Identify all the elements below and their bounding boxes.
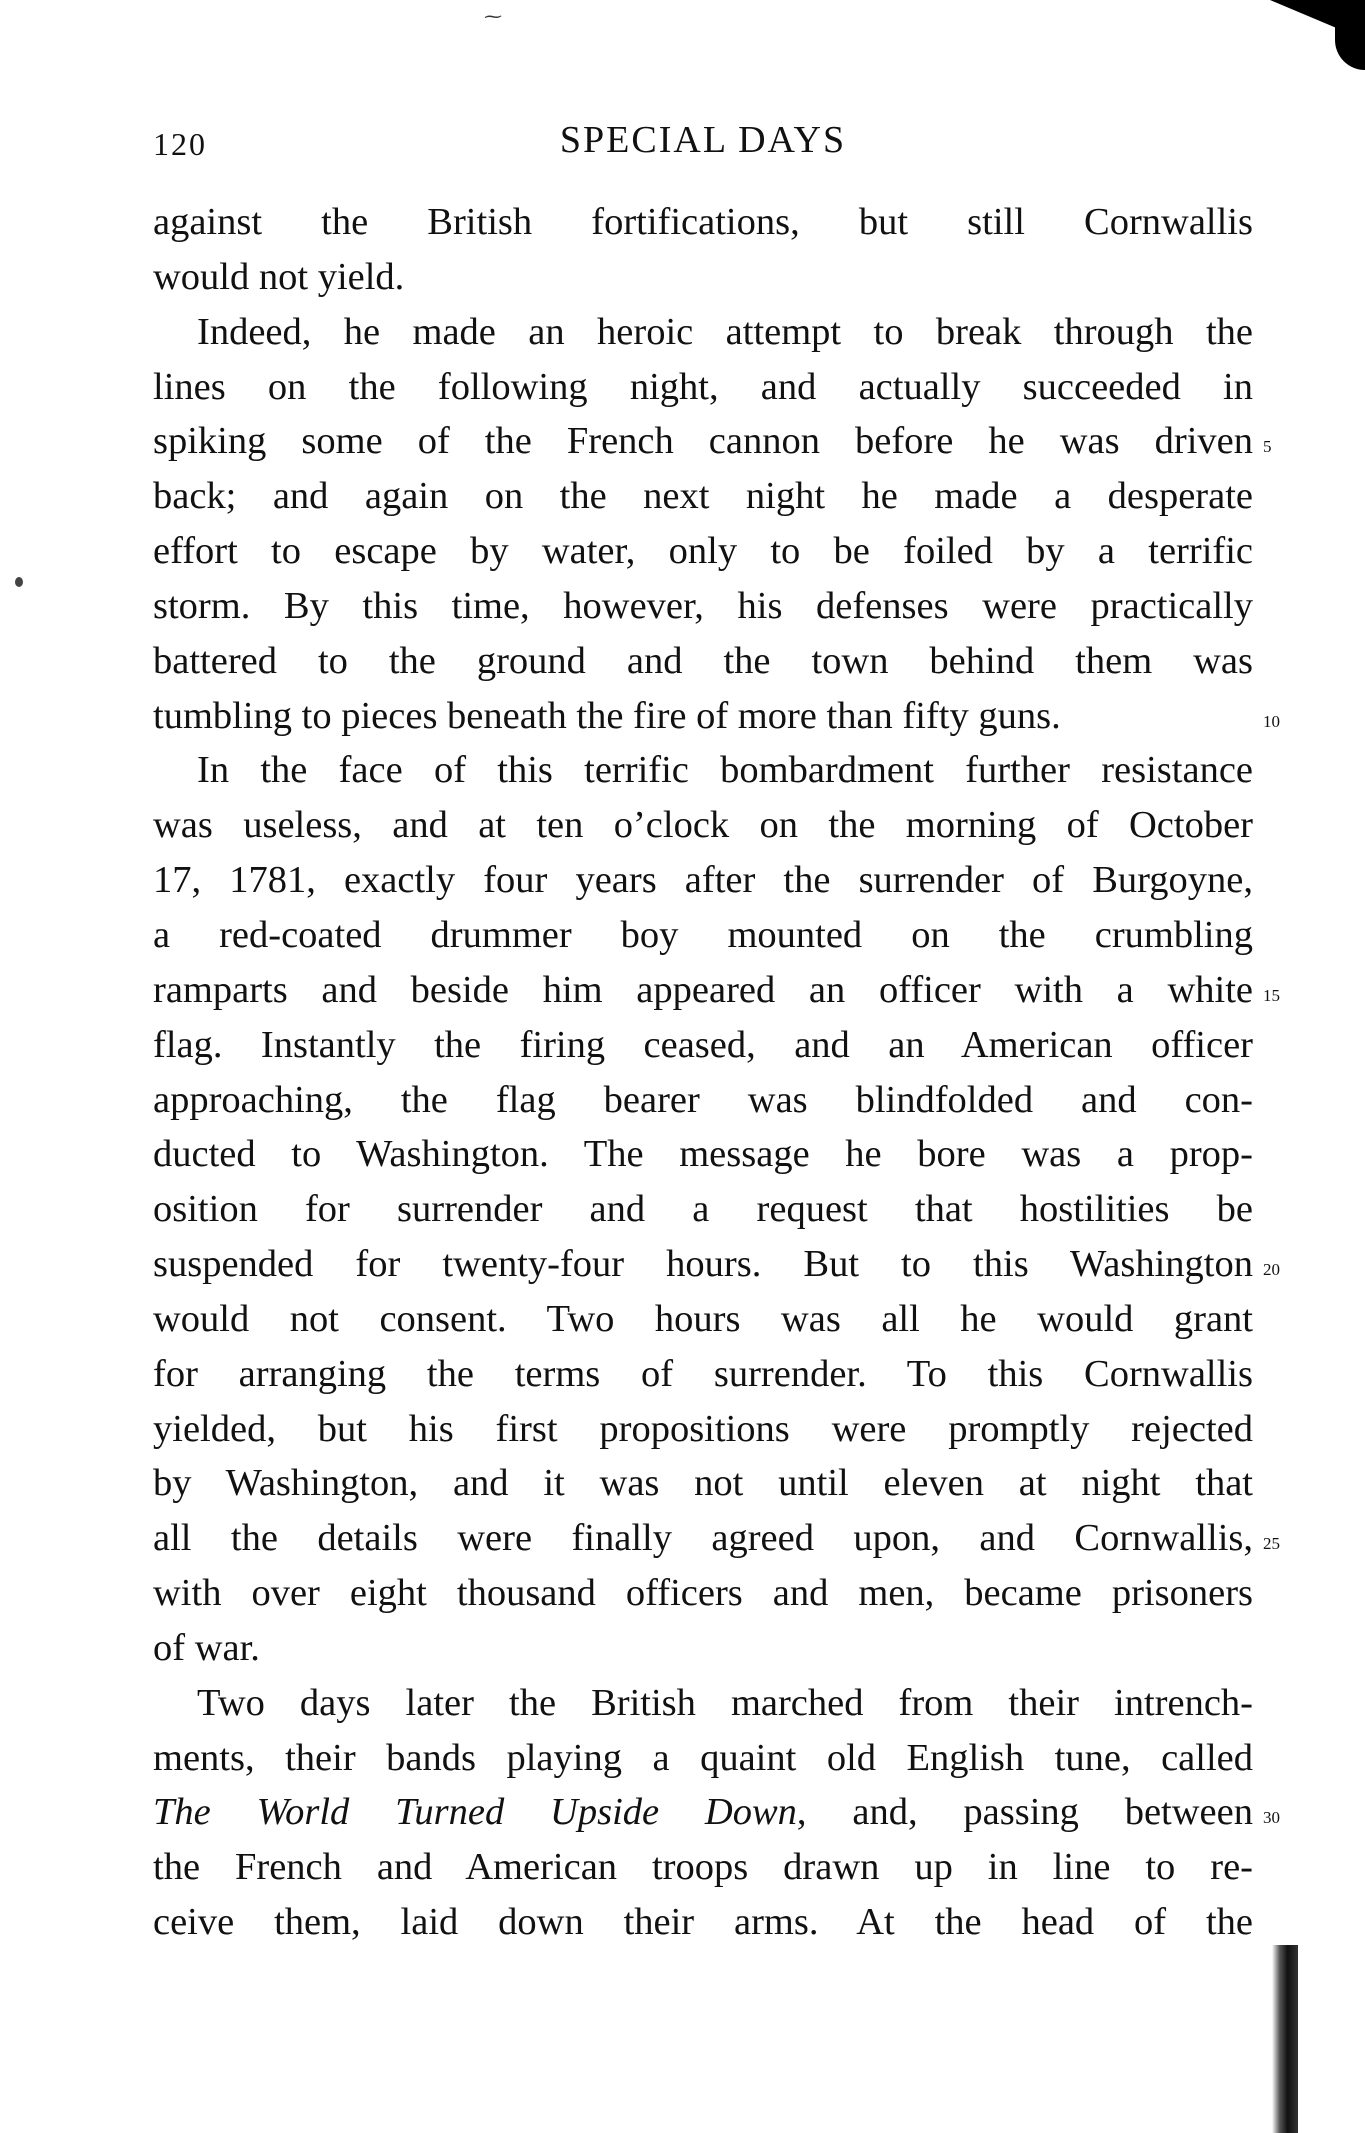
scan-edge-shadow: [1272, 1945, 1298, 2133]
line-text: would not consent. Two hours was all he would grant: [153, 1297, 1253, 1340]
text-line: [153, 1676, 1253, 1731]
line-text: osition for surrender and a request that hostilities be: [153, 1188, 1253, 1231]
text-line: [153, 1127, 1253, 1182]
text-line: [153, 305, 1253, 360]
scan-speck: [15, 577, 23, 587]
line-text: Two days later the British marched from their intrench-: [197, 1681, 1253, 1724]
page-header: [153, 118, 1253, 172]
page-number: 120: [153, 126, 207, 162]
page-body: [153, 195, 1280, 1950]
line-text: suspended for twenty-four hours. But to this Washington: [153, 1243, 1253, 1286]
line-text: lines on the following night, and actually succeeded in: [153, 365, 1253, 408]
line-number: 10: [1263, 711, 1280, 731]
text-line: [153, 469, 1253, 524]
running-head: SPECIAL DAYS: [559, 119, 847, 161]
text-line: [153, 798, 1253, 853]
text-line: [153, 908, 1253, 963]
line-text: was useless, and at ten o’clock on the morning of October: [153, 804, 1253, 847]
text-line: [153, 360, 1253, 415]
text-line: [153, 579, 1253, 634]
text-line: [153, 634, 1253, 689]
line-text: battered to the ground and the town behind them was: [153, 639, 1253, 682]
text-line: [153, 1731, 1253, 1786]
line-text: the French and American troops drawn up in line to re-: [153, 1846, 1253, 1889]
text-line: [153, 1511, 1280, 1566]
italic-title: The World Turned Upside Down: [153, 1791, 797, 1834]
text-line: [153, 1182, 1253, 1237]
line-text: effort to escape by water, only to be foiled by a terrific: [153, 530, 1253, 573]
line-text: , and, passing between: [796, 1791, 1253, 1834]
text-line: [153, 1347, 1253, 1402]
line-number: 30: [1263, 1808, 1280, 1828]
scan-mark: ⁓: [484, 6, 502, 26]
line-text: would not yield.: [153, 255, 405, 298]
line-text: tumbling to pieces beneath the fire of more than fifty guns.: [153, 694, 1061, 737]
line-text: ments, their bands playing a quaint old English tune, called: [153, 1736, 1253, 1779]
text-line: [153, 1566, 1253, 1621]
line-text: In the face of this terrific bombardment further resistance: [197, 749, 1253, 792]
line-text: storm. By this time, however, his defenses were practically: [153, 584, 1253, 627]
line-number: 25: [1263, 1534, 1280, 1554]
text-line: [153, 743, 1253, 798]
line-text: back; and again on the next night he made a desperate: [153, 475, 1253, 518]
text-line: [153, 250, 1253, 305]
line-text: with over eight thousand officers and men, became prisoners: [153, 1572, 1253, 1615]
text-line: [153, 414, 1272, 469]
text-line: [153, 689, 1280, 744]
text-line: [153, 963, 1280, 1018]
text-line: [153, 853, 1253, 908]
text-line: [153, 1237, 1280, 1292]
text-line: [153, 1785, 1280, 1840]
line-text: approaching, the flag bearer was blindfolded and con-: [153, 1078, 1253, 1121]
line-text: spiking some of the French cannon before he was driven: [153, 420, 1253, 463]
line-text: by Washington, and it was not until eleven at night that: [153, 1462, 1253, 1505]
text-line: [153, 524, 1253, 579]
line-text: ceive them, laid down their arms. At the head of the: [153, 1901, 1253, 1944]
line-text: of war.: [153, 1626, 260, 1669]
text-line: [153, 1292, 1253, 1347]
text-line: [153, 1073, 1253, 1128]
text-line: [153, 1018, 1253, 1073]
line-number: 5: [1263, 437, 1272, 457]
text-line: [153, 1456, 1253, 1511]
line-text: flag. Instantly the firing ceased, and an American officer: [153, 1023, 1253, 1066]
text-line: [153, 1895, 1253, 1950]
line-number: 15: [1263, 985, 1280, 1005]
line-text: for arranging the terms of surrender. To this Cornwallis: [153, 1352, 1253, 1395]
line-text: 17, 1781, exactly four years after the surrender of Burgoyne,: [153, 859, 1253, 902]
line-text: all the details were finally agreed upon, and Cornwallis,: [153, 1517, 1253, 1560]
scan-corner-triangle: [1270, 0, 1365, 40]
line-text: a red-coated drummer boy mounted on the crumbling: [153, 913, 1253, 956]
line-text: ramparts and beside him appeared an officer with a white: [153, 968, 1253, 1011]
text-line: [153, 1840, 1253, 1895]
line-text: against the British fortifications, but still Cornwallis: [153, 201, 1253, 243]
line-text: ducted to Washington. The message he bore was a prop-: [153, 1133, 1253, 1176]
line-text: Indeed, he made an heroic attempt to break through the: [197, 310, 1253, 353]
line-text: yielded, but his first propositions were promptly rejected: [153, 1407, 1253, 1450]
line-number: 20: [1263, 1260, 1280, 1280]
text-line: [153, 195, 1253, 250]
text-line: [153, 1402, 1253, 1457]
text-line: [153, 1621, 1253, 1676]
